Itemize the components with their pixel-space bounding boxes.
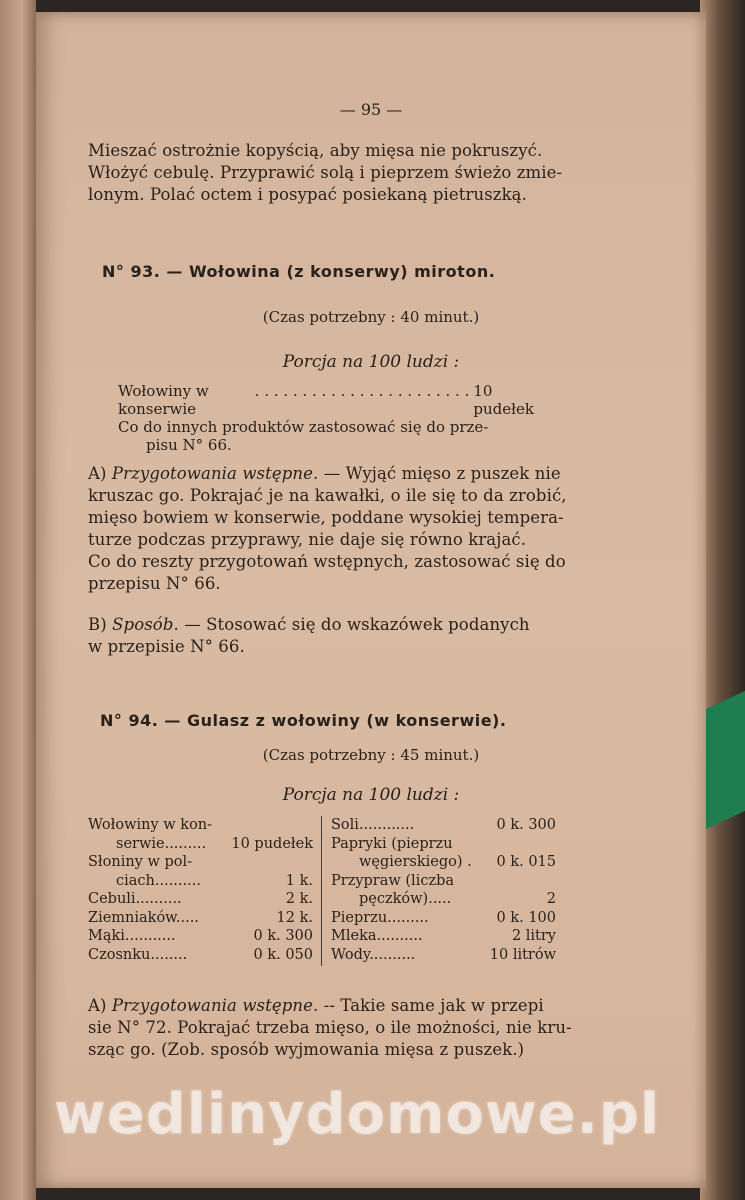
recipe-93-title: — Wołowina (z konserwy) miroton. xyxy=(166,262,496,281)
ingredients-left-column xyxy=(88,816,313,964)
recipe-93-method-line-1 xyxy=(88,614,530,636)
recipe-93-method-line-2: w przepisie N° 66. xyxy=(88,637,245,656)
ingredient-row xyxy=(88,872,313,891)
ingredient-row xyxy=(331,890,556,909)
ingr-qty: 10 litrów xyxy=(489,946,556,963)
recipe-94-prep-line-2: sie N° 72. Pokrajać trzeba mięso, o ile możności, nie kru- xyxy=(88,1018,572,1037)
ingredient-row xyxy=(331,816,556,835)
ingr-qty: 10 pudełek xyxy=(231,835,313,852)
ingr-qty: 0 k. 015 xyxy=(496,854,556,870)
ingredient-row xyxy=(331,946,556,965)
ingredient-row xyxy=(88,853,313,872)
prep-title: Przygotowania wstępne. xyxy=(111,464,319,483)
ingr-qty: 0 k. 300 xyxy=(253,928,313,944)
ingredient-row xyxy=(331,872,556,891)
ingr-name: węgierskiego) . xyxy=(359,854,472,870)
recipe-94-title: — Gulasz z wołowiny (w konserwie). xyxy=(164,711,507,730)
ingr-name: serwie......... xyxy=(116,835,207,852)
intro-line-2: Włożyć cebulę. Przyprawić solą i pieprzem świeżo zmie- xyxy=(88,163,563,182)
ingr-qty: 0 k. 100 xyxy=(496,909,556,926)
method-title: Sposób. xyxy=(112,615,179,634)
recipe-94-number: N° 94. xyxy=(100,711,159,730)
ingredient-note-cont: pisu N° 66. xyxy=(146,436,232,454)
method-text: — Stosować się do wskazówek podanych xyxy=(184,615,530,634)
bookmark-ribbon xyxy=(706,691,745,829)
ingredient-note: Co do innych produktów zastosować się do prze- xyxy=(118,418,489,436)
ingr-name: Papryki (pieprzu xyxy=(331,835,453,852)
ingredient-row xyxy=(88,927,313,946)
ingr-qty: 12 k. xyxy=(276,909,313,926)
book-page xyxy=(36,12,706,1188)
recipe-93-portion: Porcja na 100 ludzi : xyxy=(282,352,460,372)
ingr-name: pęczków)..... xyxy=(359,891,452,907)
ingredient-row xyxy=(88,890,313,909)
ingredient-row xyxy=(331,835,556,854)
recipe-93-heading xyxy=(102,262,495,281)
ingr-qty: 2 k. xyxy=(285,891,313,907)
prep-label: A) xyxy=(88,464,107,483)
intro-line-3: lonym. Polać octem i posypać posiekaną pietruszką. xyxy=(88,185,527,204)
ingr-name: Soli............ xyxy=(331,817,415,833)
recipe-93-prep-line-1 xyxy=(88,463,561,485)
prep-label: A) xyxy=(88,996,107,1015)
ingredient-row xyxy=(331,909,556,928)
ingr-name: Mąki........... xyxy=(88,928,176,944)
ingr-name: Czosnku........ xyxy=(88,946,188,963)
ingr-qty: 2 litry xyxy=(511,928,556,944)
prep-title: Przygotowania wstępne. xyxy=(111,996,319,1015)
ingr-name: Słoniny w pol- xyxy=(88,854,193,870)
recipe-93-time: (Czas potrzebny : 40 minut.) xyxy=(262,308,480,326)
ingr-qty: 1 k. xyxy=(285,872,313,889)
ingr-name: Przypraw (liczba xyxy=(331,872,455,889)
recipe-93-prep-line-3: mięso bowiem w konserwie, poddane wysokiej tempera- xyxy=(88,508,564,527)
intro-line-1: Mieszać ostrożnie kopyścią, aby mięsa nie pokruszyć. xyxy=(88,141,543,160)
recipe-94-time: (Czas potrzebny : 45 minut.) xyxy=(262,746,480,764)
ingredient-row xyxy=(331,853,556,872)
ingredient-name: Wołowiny w konserwie xyxy=(118,382,209,418)
left-page-edge xyxy=(0,0,36,1200)
site-watermark: wedlinydomowe.pl xyxy=(54,1082,661,1147)
page-number: — 95 — xyxy=(339,100,403,119)
prep-text: — Wyjąć mięso z puszek nie xyxy=(323,464,561,483)
dot-leader: . . . . . . . . . . . . . . . . . . . . . . . xyxy=(254,382,470,400)
ingredients-right-column xyxy=(331,816,556,964)
recipe-93-number: N° 93. xyxy=(102,262,161,281)
ingr-qty: 2 xyxy=(546,891,556,907)
method-label: B) xyxy=(88,615,107,634)
recipe-93-prep-extra-2: przepisu N° 66. xyxy=(88,574,221,593)
recipe-93-prep-line-4: turze podczas przyprawy, nie daje się równo krajać. xyxy=(88,530,527,549)
ingr-qty: 0 k. 050 xyxy=(253,946,313,963)
ingr-name: Ziemniaków..... xyxy=(88,909,199,926)
ingredient-row xyxy=(88,909,313,928)
ingredient-row xyxy=(331,927,556,946)
ingredient-row xyxy=(88,946,313,965)
book-fore-edge xyxy=(700,0,745,1200)
recipe-94-portion: Porcja na 100 ludzi : xyxy=(282,785,460,805)
ingr-qty: 0 k. 300 xyxy=(496,817,556,833)
prep-text: -- Takie same jak w przepi xyxy=(323,996,544,1015)
ingredient-row xyxy=(88,835,313,854)
ingredient-row xyxy=(88,816,313,835)
recipe-93-ingredient xyxy=(118,382,538,454)
recipe-94-heading xyxy=(100,711,506,730)
recipe-93-prep-line-2: kruszac go. Pokrajać je na kawałki, o ile się to da zrobić, xyxy=(88,486,567,505)
column-divider xyxy=(321,816,322,966)
recipe-93-prep-extra-1: Co do reszty przygotowań wstępnych, zastosować się do xyxy=(88,552,566,571)
ingr-name: Wołowiny w kon- xyxy=(88,817,213,833)
ingr-name: Cebuli.......... xyxy=(88,891,182,907)
ingr-name: ciach.......... xyxy=(116,872,201,889)
ingredient-qty: 10 pudełek xyxy=(473,382,534,418)
ingr-name: Mleka.......... xyxy=(331,928,423,944)
recipe-94-prep-line-1 xyxy=(88,995,544,1017)
ingr-name: Pieprzu......... xyxy=(331,909,429,926)
recipe-94-prep-line-3: sząc go. (Zob. sposób wyjmowania mięsa z puszek.) xyxy=(88,1040,525,1059)
ingr-name: Wody.......... xyxy=(331,946,416,963)
